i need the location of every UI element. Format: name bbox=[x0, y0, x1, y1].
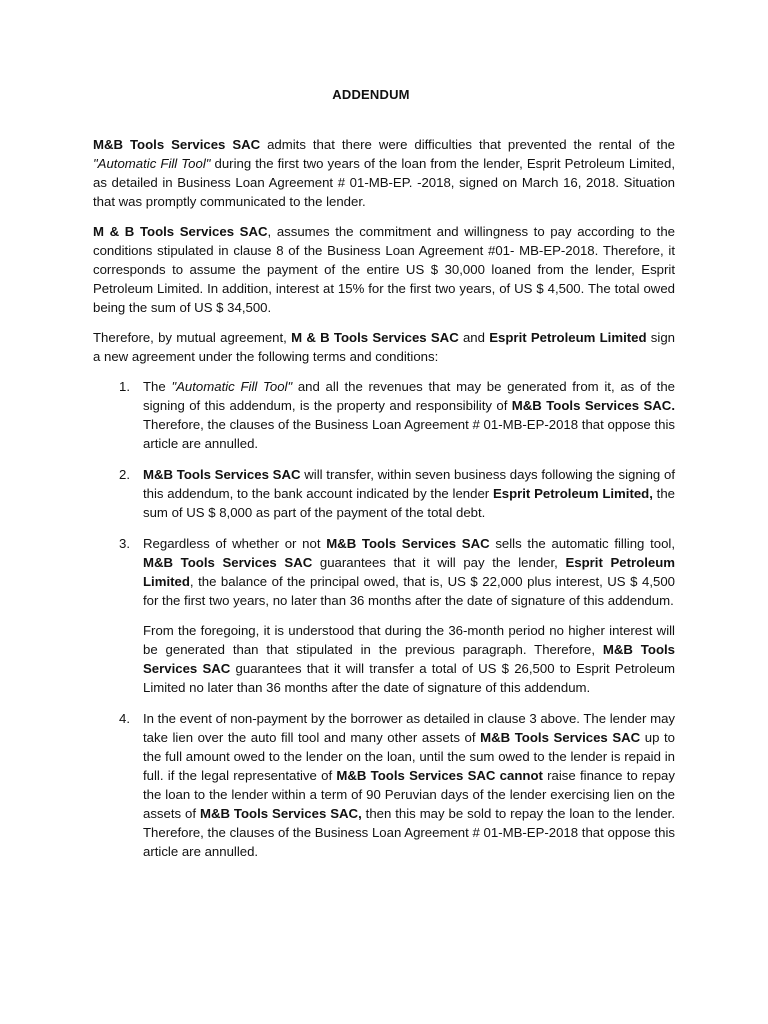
item-number: 1. bbox=[119, 379, 130, 394]
lender-name: Esprit Petroleum Limited bbox=[143, 555, 675, 589]
company-name: M&B Tools Services SAC bbox=[326, 536, 490, 551]
company-name: M&B Tools Services SAC bbox=[143, 555, 313, 570]
paragraph-2: M & B Tools Services SAC, assumes the commitment and willingness to pay according to the conditions stipulated in clause 8 of the Business Loan Agreement #01- MB-EP-2018. Therefore, it corresponds to assume the payment of the entire US $ 30,000 loaned from the lender, Esprit Petroleum Limited. In addition, interest at 15% for the first two years, of US $ 4,500. The total owed being the sum of US $ 34,500. bbox=[93, 224, 675, 315]
company-name: M & B Tools Services SAC bbox=[291, 330, 459, 345]
paragraph-1: M&B Tools Services SAC admits that there were difficulties that prevented the rental of the "Automatic Fill Tool" during the first two years of the loan from the lender, Esprit Petroleum Limited, as detailed in Business Loan Agreement # 01-MB-EP. -2018, signed on March 16, 2018. Situation that was promptly communicated to the lender. bbox=[93, 137, 675, 209]
tool-name: "Automatic Fill Tool" bbox=[93, 156, 211, 171]
company-name: M&B Tools Services SAC, bbox=[199, 806, 362, 821]
company-name: M&B Tools Services SAC bbox=[143, 642, 675, 676]
document-title: ADDENDUM bbox=[332, 87, 410, 102]
lender-name: Esprit Petroleum Limited, bbox=[492, 486, 653, 501]
document-body bbox=[93, 135, 675, 873]
item-number: 4. bbox=[119, 711, 130, 726]
lender-name: Esprit Petroleum Limited bbox=[489, 330, 647, 345]
list-item: 2. M&B Tools Services SAC will transfer, within seven business days following the signing of this addendum, to the bank account indicated by the lender Esprit Petroleum Limited, the sum of US $ 8,000 as part of the payment of the total debt. bbox=[119, 467, 675, 520]
list-item: 1. The "Automatic Fill Tool" and all the revenues that may be generated from it, as of the signing of this addendum, is the property and responsibility of M&B Tools Services SAC. Therefore, the clauses of the Business Loan Agreement # 01-MB-EP-2018 that oppose this article are annulled. bbox=[119, 379, 675, 451]
company-name: M&B Tools Services SAC bbox=[480, 730, 641, 745]
paragraph-3: Therefore, by mutual agreement, M & B Tools Services SAC and Esprit Petroleum Limited sign a new agreement under the following terms and conditions: bbox=[93, 330, 675, 364]
company-name: M&B Tools Services SAC cannot bbox=[336, 768, 543, 783]
tool-name: "Automatic Fill Tool" bbox=[171, 379, 293, 394]
terms-list bbox=[93, 377, 675, 861]
list-item: 4. In the event of non-payment by the borrower as detailed in clause 3 above. The lender may take lien over the auto fill tool and many other assets of M&B Tools Services SAC up to the full amount owed to the lender on the loan, until the sum owed to the lender is repaid in full. if the legal representative of M&B Tools Services SAC cannot raise finance to repay the loan to the lender within a term of 90 Peruvian days of the lender exercising lien on the assets of M&B Tools Services SAC, then this may be sold to repay the loan to the lender. Therefore, the clauses of the Business Loan Agreement # 01-MB-EP-2018 that oppose this article are annulled. bbox=[119, 711, 675, 859]
item-number: 3. bbox=[119, 536, 130, 551]
list-item: 3. Regardless of whether or not M&B Tools Services SAC sells the automatic filling tool, M&B Tools Services SAC guarantees that it will pay the lender, Esprit Petroleum Limited, the balance of the principal owed, that is, US $ 22,000 plus interest, US $ 4,500 for the first two years, no later than 36 months after the date of signature of this addendum. From the foregoing, it is understood that during the 36-month period no higher interest will be generated than that stipulated in the previous paragraph. Therefore, M&B Tools Services SAC guarantees that it will transfer a total of US $ 26,500 to Esprit Petroleum Limited no later than 36 months after the date of signature of this addendum. bbox=[119, 536, 675, 695]
company-name: M&B Tools Services SAC. bbox=[511, 398, 675, 413]
company-name: M&B Tools Services SAC bbox=[143, 467, 301, 482]
item-number: 2. bbox=[119, 467, 130, 482]
company-name: M & B Tools Services SAC bbox=[93, 224, 268, 239]
company-name: M&B Tools Services SAC bbox=[93, 137, 261, 152]
